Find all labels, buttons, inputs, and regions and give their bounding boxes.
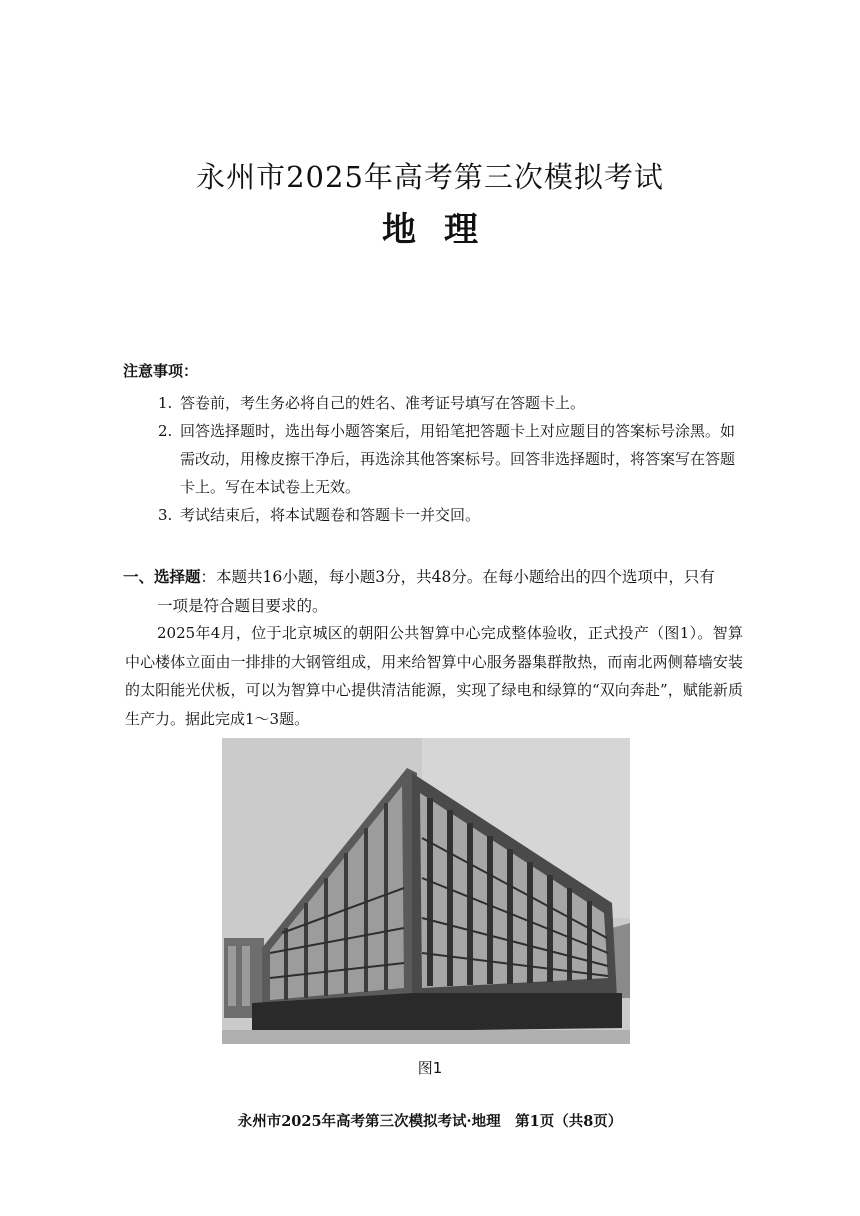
section-heading: [123, 563, 753, 621]
section-instructions-cont: 一项是符合题目要求的。: [157, 597, 328, 615]
notice-text: 考试结束后，将本试题卷和答题卡一并交回。: [180, 506, 481, 524]
notice-list: [158, 389, 748, 529]
figure-photo-data-center-building: [222, 738, 630, 1044]
notice-item: [158, 417, 748, 501]
notice-heading: 注意事项：: [123, 362, 199, 380]
notice-number: 3.: [158, 506, 173, 524]
question-passage: 2025年4月，位于北京城区的朝阳公共智算中心完成整体验收，正式投产（图1）。智算中心楼体立面由一排排的大钢管组成，用来给智算中心服务器集群散热，而南北两侧幕墙安装的太阳能光伏板，可以为智算中心提供清洁能源，实现了绿电和绿算的“双向奔赴”，赋能新质生产力。据此完成1～3题。: [125, 624, 743, 728]
notice-number: 2.: [158, 422, 173, 440]
exam-title: 永州市2025年高考第三次模拟考试: [196, 160, 664, 194]
subject-title: 地理: [382, 210, 506, 250]
notice-number: 1.: [158, 394, 173, 412]
notice-item: [158, 501, 748, 529]
notice-text: 答卷前，考生务必将自己的姓名、准考证号填写在答题卡上。: [180, 394, 586, 412]
figure-caption: 图1: [417, 1059, 443, 1077]
section-lead: 一、选择题: [123, 568, 201, 586]
building-photo-illustration: [222, 738, 630, 1044]
page-footer: 永州市2025年高考第三次模拟考试·地理 第1页（共8页）: [237, 1113, 623, 1130]
notice-text: 回答选择题时，选出每小题答案后，用铅笔把答题卡上对应题目的答案标号涂黑。如需改动，用橡皮擦干净后，再选涂其他答案标号。回答非选择题时，将答案写在答题卡上。写在本试卷上无效。: [180, 422, 736, 496]
section-instructions: ：本题共16小题，每小题3分，共48分。在每小题给出的四个选项中，只有: [200, 568, 715, 586]
notice-item: [158, 389, 748, 417]
